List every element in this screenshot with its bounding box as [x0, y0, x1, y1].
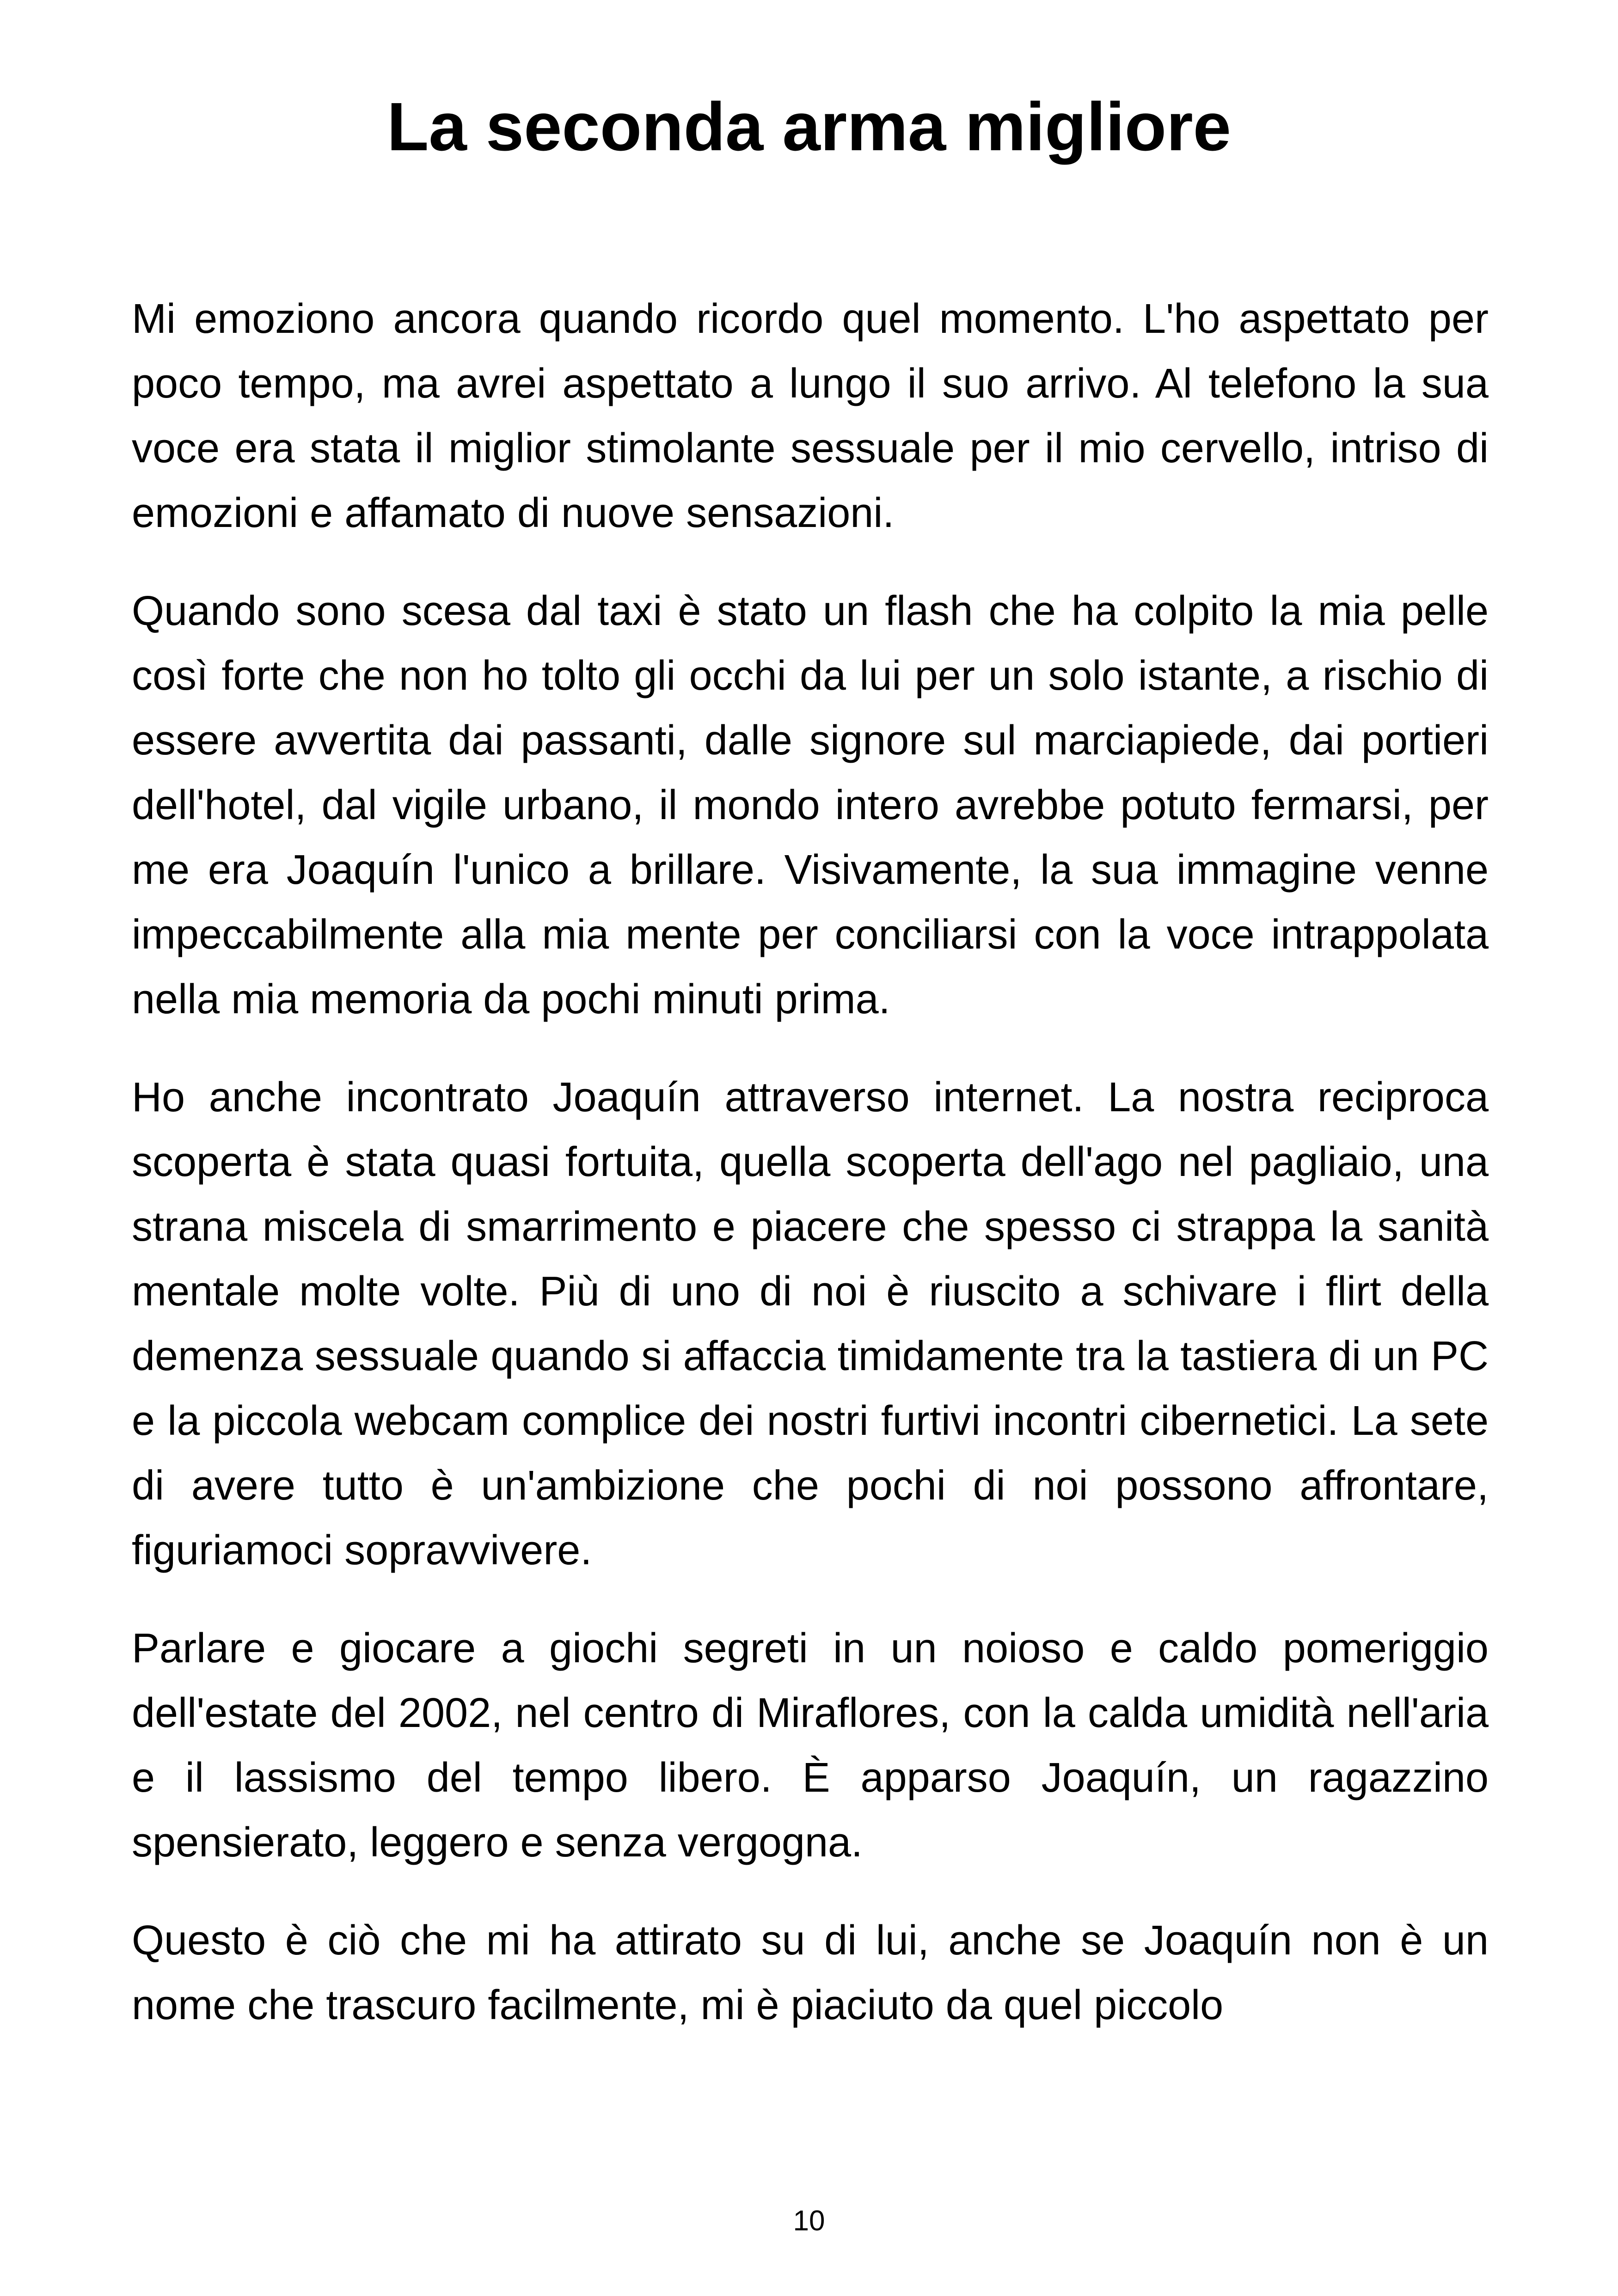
paragraph: Mi emoziono ancora quando ricordo quel momento. L'ho aspettato per poco tempo, ma avrei aspettato a lungo il suo arrivo. Al telefono la sua voce era stata il miglior stimolante sessuale per il mio cervello, intriso di emozioni e affamato di nuove sensazioni. [132, 296, 1489, 536]
paragraph: Ho anche incontrato Joaquín attraverso internet. La nostra reciproca scoperta è stata quasi fortuita, quella scoperta dell'ago nel pagliaio, una strana miscela di smarrimento e piacere che spesso ci strappa la sanità mentale molte volte. Più di uno di noi è riuscito a schivare i flirt della demenza sessuale quando si affaccia timidamente tra la tastiera di un PC e la piccola webcam complice dei nostri furtivi incontri cibernetici. La sete di avere tutto è un'ambizione che pochi di noi possono affrontare, figuriamoci sopravvivere. [132, 1074, 1489, 1574]
paragraph: Quando sono scesa dal taxi è stato un flash che ha colpito la mia pelle così forte che non ho tolto gli occhi da lui per un solo istante, a rischio di essere avvertita dai passanti, dalle signore sul marciapiede, dai portieri dell'hotel, dal vigile urbano, il mondo intero avrebbe potuto fermarsi, per me era Joaquín l'unico a brillare. Visivamente, la sua immagine venne impeccabilmente alla mia mente per conciliarsi con la voce intrappolata nella mia memoria da pochi minuti prima. [132, 588, 1489, 1022]
body-text [132, 287, 1489, 2071]
page-number: 10 [793, 2205, 825, 2237]
paragraph: Questo è ciò che mi ha attirato su di lui, anche se Joaquín non è un nome che trascuro facilmente, mi è piaciuto da quel piccolo [132, 1917, 1489, 2028]
page-title: La seconda arma migliore [386, 89, 1231, 165]
paragraph: Parlare e giocare a giochi segreti in un noioso e caldo pomeriggio dell'estate del 2002, nel centro di Miraflores, con la calda umidità nell'aria e il lassismo del tempo libero. È apparso Joaquín, un ragazzino spensierato, leggero e senza vergogna. [132, 1625, 1489, 1866]
